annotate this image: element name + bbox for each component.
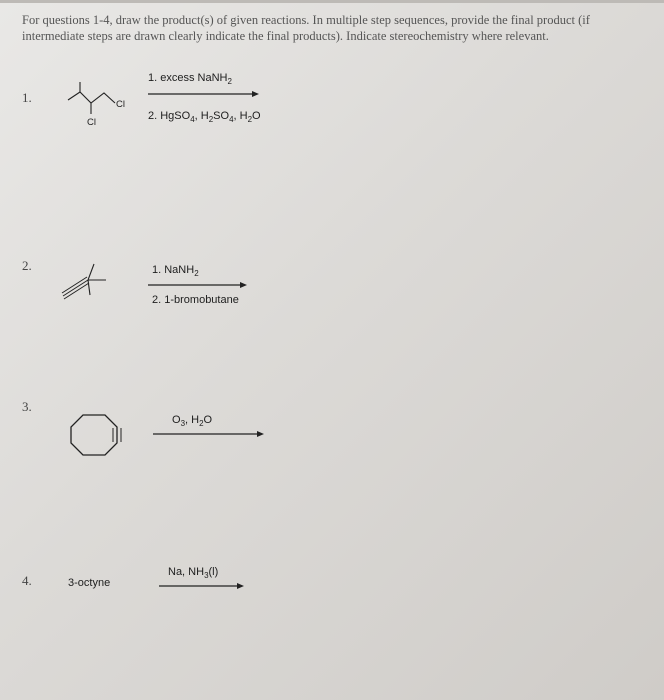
q4-compound-name: 3-octyne [68, 577, 111, 589]
q1-reaction-arrow [148, 90, 260, 98]
q1-reagent-step-1: 1. excess NaNH$_2$ [148, 72, 232, 87]
top-rule [0, 0, 664, 3]
q2-reaction-arrow [148, 281, 248, 289]
question-2-number: 2. [22, 258, 32, 273]
q2-reagent-step-1: 1. NaNH$_2$ [152, 264, 199, 279]
q3-reagent: $O_3$, $H_2O$ [172, 414, 213, 429]
question-1-number: 1. [22, 90, 32, 105]
q1-reagent-step-2: 2. HgSO$_4$, $H_2SO_4$, $H_2O$ [148, 110, 261, 125]
q4-reaction-arrow [159, 582, 245, 590]
q3-reaction-arrow [153, 430, 265, 438]
question-1-structure [60, 82, 140, 132]
instructions-text: For questions 1-4, draw the product(s) of given reactions. In multiple step sequences, provide the final product (if intermediate steps are drawn clearly indicate the final products). Indicate stereochemistry where relevant. [22, 13, 590, 43]
q2-reagent-step-2: 2. 1-bromobutane [152, 294, 239, 306]
chloro-label-2: Cl [87, 117, 96, 128]
question-2-structure [58, 258, 118, 303]
chloro-label-1: Cl [116, 99, 125, 110]
question-3-cyclooctyne-structure [66, 410, 126, 460]
q4-reagent: Na, $NH_3(l)$ [168, 566, 219, 581]
question-4-number: 4. [22, 573, 32, 588]
question-3-number: 3. [22, 399, 32, 414]
